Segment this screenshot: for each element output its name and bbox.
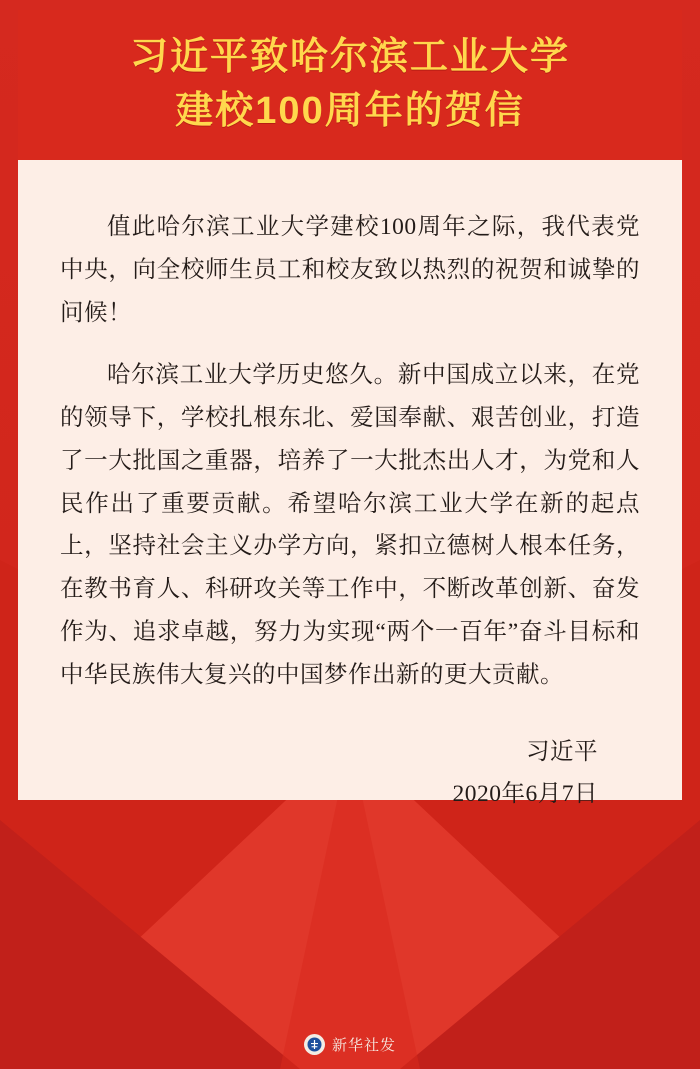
- title-line-1: 习近平致哈尔滨工业大学: [129, 36, 570, 79]
- letter-paper: [18, 160, 682, 807]
- xinhua-logo-icon: [304, 1034, 325, 1055]
- title-line-2: 建校100周年的贺信: [175, 90, 525, 132]
- credit-text: 新华社发: [331, 1037, 396, 1054]
- signature-block: [60, 732, 640, 814]
- title-banner: [18, 10, 682, 160]
- signature-name: 习近平: [526, 739, 598, 766]
- footer-credit: [0, 1034, 700, 1055]
- letter-paragraph-1: 值此哈尔滨工业大学建校100周年之际，我代表党中央，向全校师生员工和校友致以热烈的祝贺和诚挚的问候！: [60, 214, 640, 326]
- signature-date: 2020年6月7日: [452, 780, 598, 807]
- letter-paragraph-2: 哈尔滨工业大学历史悠久。新中国成立以来，在党的领导下，学校扎根东北、爱国奉献、艰苦创业，打造了一大批国之重器，培养了一大批杰出人才，为党和人民作出了重要贡献。希望哈尔滨工业大学在新的起点上，坚持社会主义办学方向，紧扣立德树人根本任务，在教书育人、科研攻关等工作中，不断改革创新、奋发作为、追求卓越，努力为实现“两个一百年”奋斗目标和中华民族伟大复兴的中国梦作出新的更大贡献。: [60, 362, 640, 688]
